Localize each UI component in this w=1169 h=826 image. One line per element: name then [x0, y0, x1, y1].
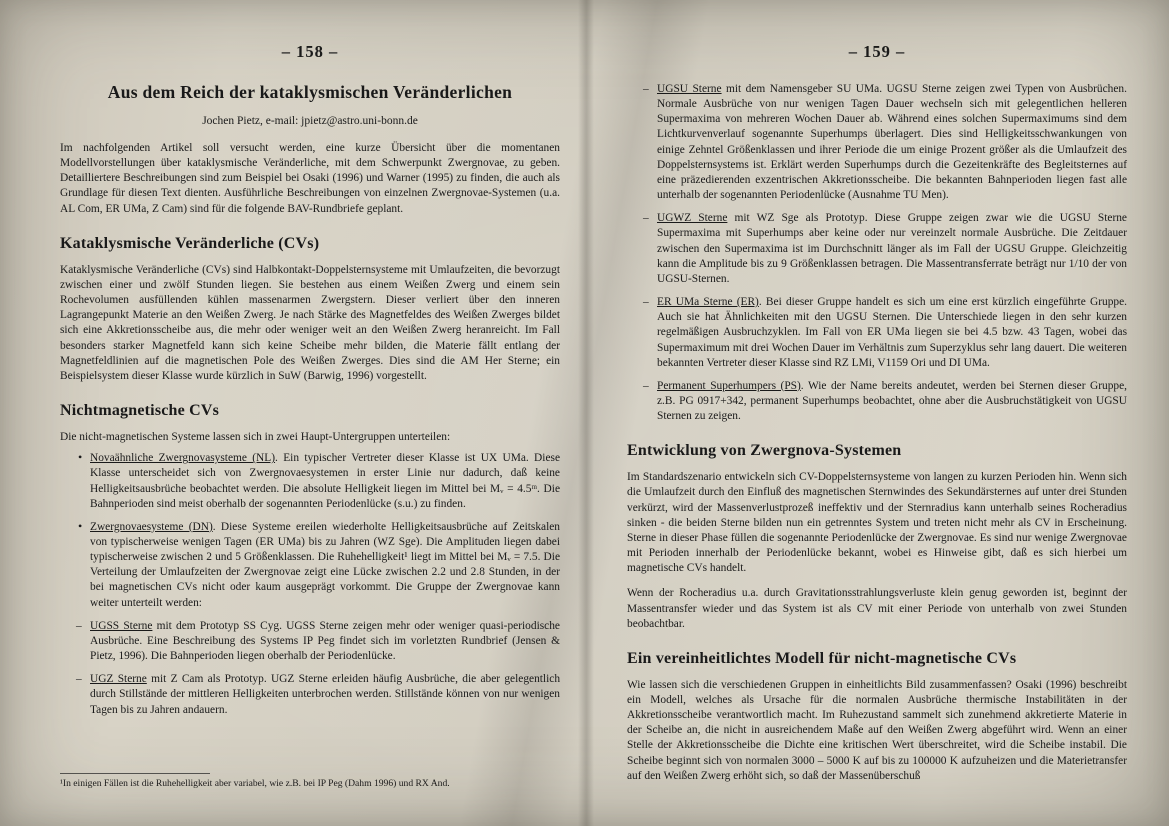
- list-item-term: Zwergnovaesysteme (DN): [90, 520, 213, 533]
- list-item: [78, 520, 560, 611]
- author-byline: Jochen Pietz, e-mail: jpietz@astro.uni-bonn.de: [202, 115, 418, 127]
- section-heading-nonmagnetic: Nichtmagnetische CVs: [60, 402, 220, 420]
- list-item: [78, 451, 560, 512]
- modell-paragraph-1: Wie lassen sich die verschiedenen Gruppen in einheitlichts Bild zusammenfassen? Osaki (1996) beschreibt ein Modell, welches als Ursache für die normalen Ausbrüche thermische Instabilitäten in der Akkretionsscheibe verantwortlich macht. Im Ruhezustand sammelt sich zunehmend akkretierte Materie in der Scheibe an, die nicht in ausreichendem Maße auf den Weißen Zwerg abgeführt wird. Wenn an einer Stelle der Akkretionsscheibe die Dichte eine kritischen Wert überschreitet, wird die Scheibe instabil. Die Scheibe beginnt sich von normalen 3000 – 5000 K auf bis zu 100000 K aufzuheizen und die Materietransfer auf den Weißen Zwerg erhöht sich, so daß der Massenüberschuß: [627, 678, 1127, 782]
- list-item-text: mit WZ Sge als Prototyp. Diese Gruppe zeigen zwar wie die UGSU Sterne Supermaxima mit Superhumps aber keine oder nur vereinzelt normale Ausbrüche. Die Zeitdauer zwischen den Supermaxima ist im Durchschnitt länger als im Fall der UGSU Gruppe. Gleichzeitig kann die Amplitude bis zu 9 Größenklassen betragen. Die Massentransferrate beträgt nur 1/10 der von UGSU-Sternen.: [657, 212, 1127, 285]
- footnote-block: [60, 773, 560, 790]
- list-item-term: UGZ Sterne: [90, 673, 147, 686]
- section-heading-cvs: Kataklysmische Veränderliche (CVs): [60, 234, 320, 252]
- list-item-text: . Bei dieser Gruppe handelt es sich um eine erst kürzlich eingeführte Gruppe. Auch sie hat Ähnlichkeiten mit den UGSU Sternen. Die Unterschiede liegen in den sehr kurzen regelmäßigen Ausbruchzyklen. Im Fall von ER UMa liegen sie bei 4.5 bzw. 43 Tagen, wobei das Supermaximum mit drei Wochen Dauer im Verhältnis zum Superzyklus sehr lang dauert. Die weiteren bekannten Vertreter dieser Klasse sind RZ LMi, V1159 Ori und DI UMa.: [657, 296, 1127, 369]
- list-item-term: UGSU Sterne: [657, 83, 722, 95]
- list-item: [643, 82, 1127, 203]
- list-item: [643, 379, 1127, 424]
- list-item: [643, 211, 1127, 287]
- footnote-text: ¹In einigen Fällen ist die Ruhehelligkeit aber variabel, wie z.B. bei IP Peg (Dahm 1996) und RX And.: [60, 777, 450, 789]
- book-gutter-shadow: [578, 0, 594, 826]
- list-item-term: UGWZ Sterne: [657, 212, 728, 225]
- list-item-text: . Diese Systeme ereilen wiederholte Helligkeitsausbrüche auf Zeitskalen von typischerweise wenigen Tagen (ER UMa) bis zu Jahren (WZ Sge). Die Amplituden liegen dabei typischerweise zwischen 2 und 5 Größenklassen. Die Ruhehelligkeit¹ liegt im Mittel bei Mᵥ = 7.5. Die Verteilung der Umlaufzeiten der Zwergnovae zeigt eine Lücke zwischen 2.2 und 2.8 Stunden, in der bei magnetischen CVs nicht oder kaum ausgeprägt vorkommt. Die Gruppe der Zwergnovae kann weiter unterteilt werden:: [90, 520, 560, 609]
- left-page: [60, 0, 560, 826]
- section-nonmagnetic-intro: Die nicht-magnetischen Systeme lassen sich in zwei Haupt-Untergruppen unterteilen:: [60, 431, 451, 444]
- section-cvs-paragraph: Kataklysmische Veränderliche (CVs) sind Halbkontakt-Doppelsternsysteme mit Umlaufzeiten, die bevorzugt zwischen einer und zwölf Stunden liegen. Sie bestehen aus einem Weißen Zwerg und einem sein Rochevolumen ausfüllenden kühlen massenarmen Zwergstern. Dieser verliert über den inneren Lagrangepunkt Materie an den Weißen Zwerg. Je nach Stärke des Magnetfeldes des Weißen Zwerges bildet sich eine Akkretionsscheibe aus, die mehr oder weniger weit an den Weißen Zwerg heranreicht. Im Fall besonders starker Magnetfeld kann sich keine Scheibe mehr bilden, die Materie fällt entlang der Magnetfeldlinien auf die magnetischen Pole des Weißen Zwerges. Dies sind die AM Her Sterne; ein Beispielsystem dieser Klasse wurde kürzlich in SuW (Barwig, 1996) vorgestellt.: [60, 263, 560, 382]
- page-number-left: – 158 –: [281, 42, 339, 61]
- right-page: [627, 0, 1127, 826]
- page-title: Aus dem Reich der kataklysmischen Veränderlichen: [107, 82, 513, 102]
- page-number-right: – 159 –: [848, 42, 906, 61]
- list-item-term: Novaähnliche Zwergnovasysteme (NL): [90, 452, 276, 465]
- list-item-text: mit dem Prototyp SS Cyg. UGSS Sterne zeigen mehr oder weniger quasi-periodische Ausbrüche. Eine Beschreibung des Systems IP Peg findet sich im vorletzten Rundbrief (Jensen & Pietz, 1996). Die Bahnperioden liegen oberhalb der Periodenlücke.: [90, 619, 560, 663]
- list-item-text: mit dem Namensgeber SU UMa. UGSU Sterne zeigen zwei Typen von Ausbrüchen. Normale Ausbrüche von nur wenigen Tagen Dauer wechseln sich mit gelegentlichen helleren Supermaxima von mehreren Wochen Dauer ab. Während eines solchen Supermaximums sind dem Lichtkurvenverlauf sogenannte Superhumps überlagert. Dies sind Helligkeitsschwankungen von einige Zehntel Größenklassen und ihrer Periode die um einige Prozent größer als die Umlaufzeit des Doppelsternsystems ist. Erklärt werden Superhumps durch die Gezeitenkräfte des Begleitsternes auf eine präzedierenden exzentrischen Akkretionsscheibe. Die bekannten Bahnperioden liegen fast alle unterhalb der sogenannten Periodenlücke (Ausnahme TU Men).: [657, 83, 1127, 202]
- list-item-term: UGSS Sterne: [90, 619, 153, 632]
- intro-paragraph: Im nachfolgenden Artikel soll versucht werden, eine kurze Übersicht über die momentanen Modellvorstellungen über kataklysmische Veränderliche, mit dem Schwerpunkt Zwergnovae, zu geben. Detailliertere Beschreibungen sind zum Beispiel bei Osaki (1996) und Warner (1995) zu finden, die auch als Grundlage für diesen Text dienten. Ausführliche Beschreibungen von einzelnen Zwergnovae-Systemen (u.a. AL Com, ER UMa, Z Cam) sind für die folgende BAV-Rundbriefe geplant.: [60, 142, 560, 215]
- list-item-term: ER UMa Sterne (ER): [657, 296, 759, 309]
- list-item-text: mit Z Cam als Prototyp. UGZ Sterne erleiden häufig Ausbrüche, die aber gelegentlich durch Stillstände der mittleren Helligkeiten unterbrochen werden. Stillstände können von nur wenigen Tagen bis zu Jahren andauern.: [90, 673, 561, 716]
- list-item-term: Permanent Superhumpers (PS): [657, 379, 801, 392]
- dwarf-nova-subtype-list-right: [627, 82, 1127, 424]
- list-item-text: . Wie der Name bereits andeutet, werden bei Sternen dieser Gruppe, z.B. PG 0917+342, permanent Superhumps beobachtet, ohne aber die Ausbruchstätigkeit von UGSU Sternen zu zeigen.: [657, 379, 1128, 423]
- list-item-text: . Ein typischer Vertreter dieser Klasse ist UX UMa. Diese Klasse unterscheidet sich von Zwergnovaesystemen in erster Linie nur dadurch, daß keine Helligkeitsausbrüche beobachtet werden. Die absolute Helligkeit liegen im Mittel bei Mᵥ = 4.5ᵐ. Die Bahnperioden sind meist oberhalb der sogenannten Periodenlücke (s.u.) zu finden.: [90, 452, 560, 510]
- section-heading-entwicklung: Entwicklung von Zwergnova-Systemen: [627, 442, 902, 460]
- section-heading-modell: Ein vereinheitlichtes Modell für nicht-magnetische CVs: [627, 649, 1017, 667]
- dwarf-nova-subtype-list-left: [60, 619, 560, 718]
- entwicklung-paragraph-1: Im Standardszenario entwickeln sich CV-Doppelsternsysteme von langen zu kurzen Perioden hin. Wenn sich die Umlaufzeit durch den Einfluß des magnetischen Sternwindes des Sekundärsternes auf unter drei Stunden verkürzt, wird der Massenverlustprozeß ineffektiv und der Sternradius kann unterhalb seines Rocheradius sinken - die beiden Sterne bilden nun ein getrenntes System und treten nicht mehr als CV in Erscheinung. Sterne in dieser Phase füllen die sogenannte Periodenlücke der Zwergnovae. Es sind nur wenige Zwergnovae mit Perioden innerhalb der Periodenlücke bekannt, wobei es Hinweise gibt, daß es sich hierbei um magnetische CVs handelt.: [627, 471, 1127, 575]
- entwicklung-paragraph-2: Wenn der Rocheradius u.a. durch Gravitationsstrahlungsverluste klein genug geworden ist, beginnt der Massentransfer wieder und das System ist als CV mit einer Periode von unterhalb von zwei Stunden beobachtbar.: [627, 587, 1127, 630]
- list-item: [76, 672, 560, 717]
- cv-subgroup-list: [60, 451, 560, 611]
- list-item: [643, 295, 1127, 371]
- list-item: [76, 619, 560, 664]
- footnote-rule: [60, 773, 210, 774]
